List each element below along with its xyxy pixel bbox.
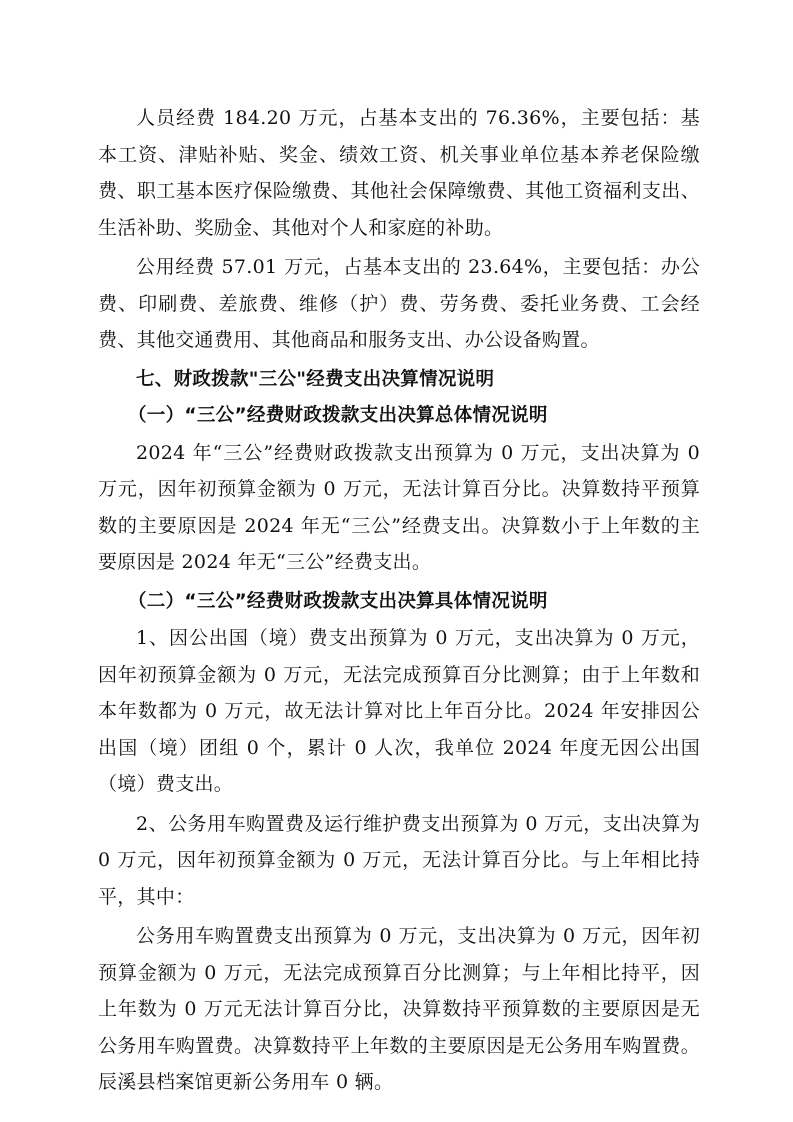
vehicle-purchase-paragraph: 公务用车购置费支出预算为 0 万元，支出决算为 0 万元，因年初预算金额为 0 万元，无法完成预算百分比测算；与上年相比持平，因上年数为 0 万元无法计算百分比，决算数持平预算数的主要原因是无公务用车购置费。决算数持平上年数的主要原因是无公务用车购置费。辰溪县档案馆更新公务用车 0 辆。 — [98, 925, 700, 1093]
overall-paragraph: 2024 年“三公”经费财政拨款支出预算为 0 万元，支出决算为 0 万元，因年初预算金额为 0 万元，无法计算百分比。决算数持平预算数的主要原因是 2024 年无“三公”经费支出。决算数小于上年数的主要原因是 2024 年无“三公”经费支出。 — [98, 441, 700, 573]
subsection-heading-specific: （二）“三公”经费财政拨款支出决算具体情况说明 — [128, 590, 548, 612]
subsection-heading-overall: （一）“三公”经费财政拨款支出决算总体情况说明 — [128, 405, 548, 426]
public-expense-paragraph: 公用经费 57.01 万元，占基本支出的 23.64%，主要包括：办公费、印刷费、差旅费、维修（护）费、劳务费、委托业务费、工会经费、其他交通费用、其他商品和服务支出、办公设备购置。 — [98, 256, 700, 351]
document-body — [98, 100, 700, 1104]
personnel-expense-paragraph: 人员经费 184.20 万元，占基本支出的 76.36%，主要包括：基本工资、津贴补贴、奖金、绩效工资、机关事业单位基本养老保险缴费、职工基本医疗保险缴费、其他社会保障缴费、其他工资福利支出、生活补助、奖励金、其他对个人和家庭的补助。 — [98, 107, 700, 239]
vehicle-expense-paragraph: 2、公务用车购置费及运行维护费支出预算为 0 万元，支出决算为 0 万元，因年初预算金额为 0 万元，无法计算百分比。与上年相比持平，其中： — [98, 812, 700, 908]
section-heading: 七、财政拨款"三公"经费支出决算情况说明 — [136, 368, 495, 390]
overseas-travel-paragraph: 1、因公出国（境）费支出预算为 0 万元，支出决算为 0 万元，因年初预算金额为 0 万元，无法完成预算百分比测算；由于上年数和本年数都为 0 万元，故无法计算对比上年百分比。2024 年安排因公出国（境）团组 0 个，累计 0 人次，我单位 2024 年度无因公出国（境）费支出。 — [98, 627, 700, 795]
